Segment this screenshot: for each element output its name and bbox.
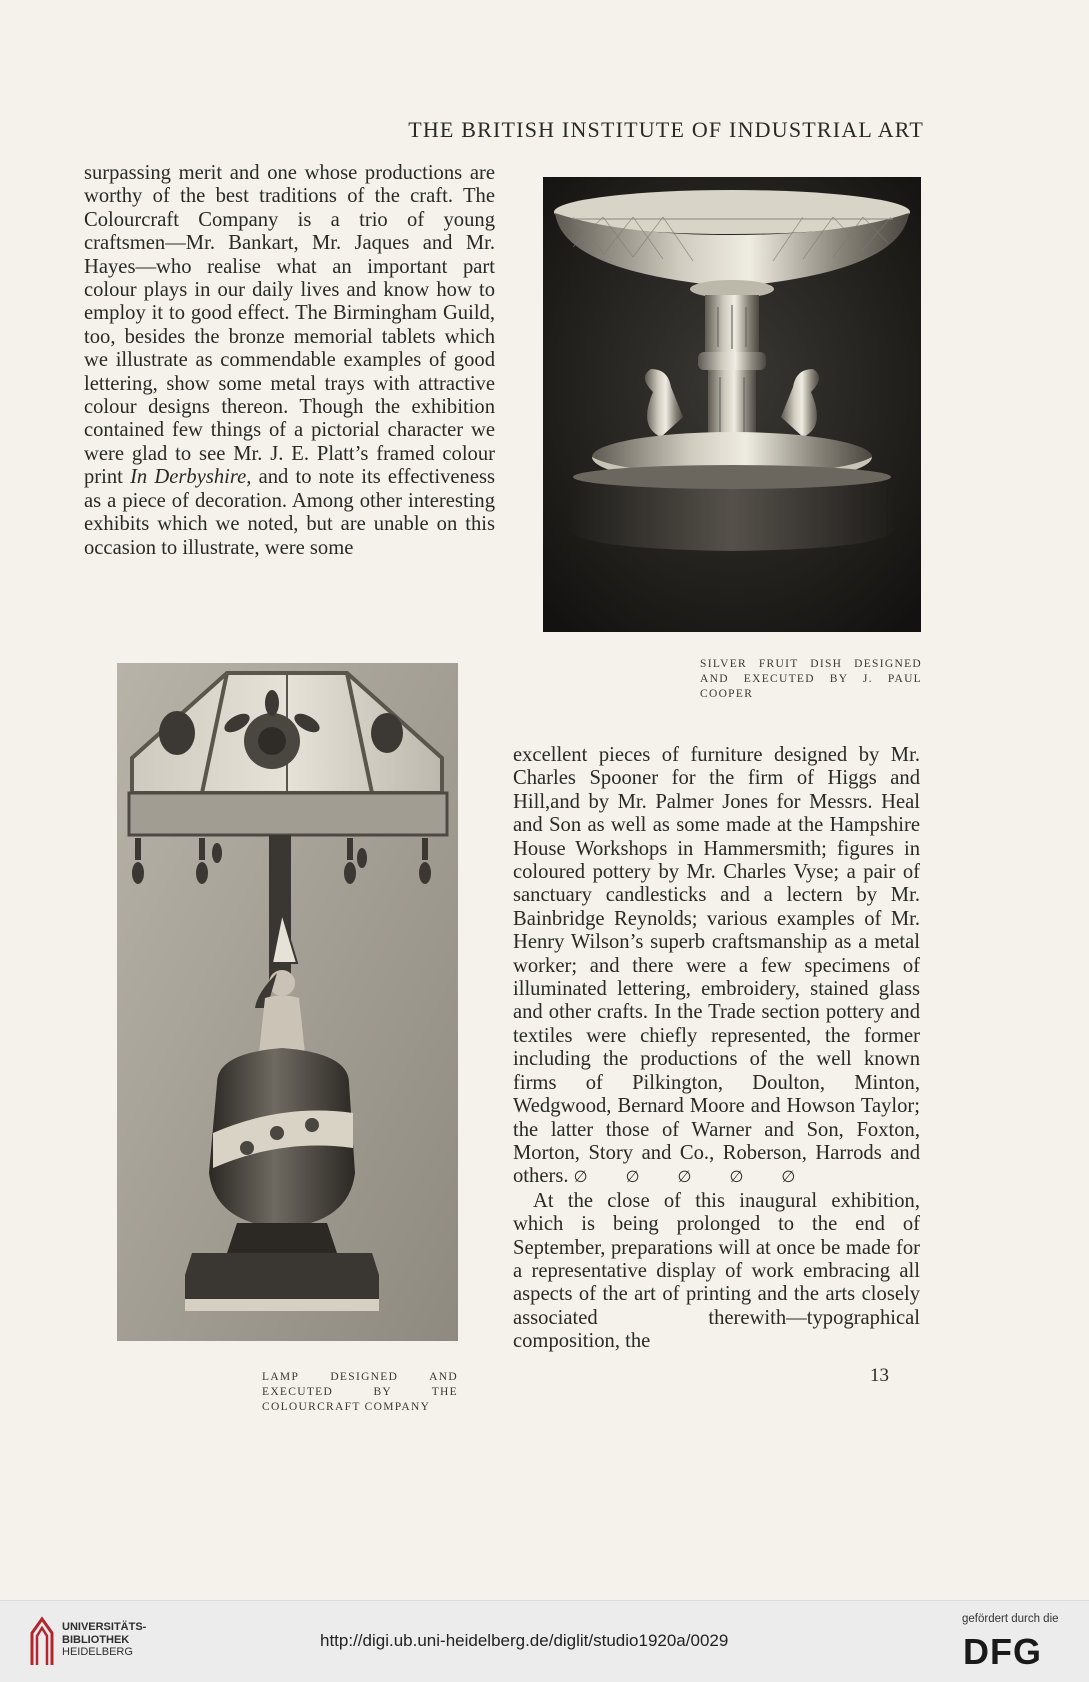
left-column-text bbox=[84, 162, 495, 560]
right-column-text bbox=[513, 744, 920, 1354]
silver-fruit-dish-photo bbox=[543, 177, 921, 632]
lamp-photo bbox=[117, 663, 458, 1341]
paragraph-ornaments: ∅ ∅ ∅ ∅ ∅ bbox=[573, 1169, 796, 1187]
right-paragraph-1-text: excellent pieces of furniture designed by Mr. Charles Spooner for the firm of Higgs and Hill,and by Mr. Palmer Jones for Messrs. Heal and Son as well as some made at the Hampshire House Workshops in Hammersmith; figures in coloured pottery by Mr. Charles Vyse; a pair of sanctuary candlesticks and a lectern by Mr. Bainbridge Reynolds; various examples of Mr. Henry Wilson’s superb craftsmanship as a metal worker; and there were a few specimens of illuminated lettering, embroidery, stained glass and other crafts. In the Trade section pottery and textiles were chiefly represented, the former including the productions of the well known firms of Pilkington, Doulton, Minton, Wedgwood, Bernard Moore and Howson Taylor; the latter those of Warner and Son, Foxton, Morton, Story and Co., Roberson, Harrods and others. bbox=[513, 744, 920, 1188]
lamp-caption: LAMP DESIGNED AND EXECUTED BY THE COLOURCRAFT COMPANY bbox=[262, 1371, 458, 1413]
dish-caption: SILVER FRUIT DISH DESIGNED AND EXECUTED BY J. PAUL COOPER bbox=[700, 658, 922, 700]
digitization-footer bbox=[0, 1600, 1089, 1682]
page-number: 13 bbox=[870, 1365, 889, 1386]
permalink-url[interactable]: http://digi.ub.uni-heidelberg.de/diglit/studio1920a/0029 bbox=[320, 1631, 729, 1650]
print-title: In Derbyshire, bbox=[130, 466, 252, 489]
left-paragraph-text-end: and to note its effectiveness as a piece of decoration. Among other interesting exhibits which we noted, but are unable on this occasion to illustrate, were some bbox=[84, 466, 496, 559]
institution-line-3: HEIDELBERG bbox=[62, 1646, 133, 1658]
dfg-logo: DFG bbox=[963, 1631, 1042, 1672]
right-paragraph-1 bbox=[513, 744, 920, 1190]
institution-line-1: UNIVERSITÄTS- bbox=[62, 1621, 147, 1633]
left-paragraph bbox=[84, 162, 495, 560]
right-paragraph-2: At the close of this inaugural exhibition, which is being prolonged to the end of September, preparations will at once be made for a representative display of work embracing all aspects of the art of printing and the arts closely associated therewith—typographical composition, the bbox=[513, 1189, 920, 1353]
funded-by-label: gefördert durch die bbox=[962, 1613, 1059, 1625]
running-title: THE BRITISH INSTITUTE OF INDUSTRIAL ART bbox=[408, 117, 924, 142]
lamp-illustration bbox=[117, 663, 458, 1341]
institution-line-2: BIBLIOTHEK bbox=[62, 1633, 130, 1646]
university-library-logo-icon bbox=[28, 1615, 56, 1667]
silver-fruit-dish-illustration bbox=[543, 177, 921, 632]
left-paragraph-text: surpassing merit and one whose productions are worthy of the best traditions of the craft. The Colourcraft Company is a trio of young craftsmen—Mr. Bankart, Mr. Jaques and Mr. Hayes—who realise what an important part colour plays in our daily lives and know how to employ it to good effect. The Birmingham Guild, too, besides the bronze memorial tablets which we illustrate as commendable examples of good lettering, show some metal trays with attractive colour designs thereon. Though the exhibition contained few things of a pictorial character we were glad to see Mr. J. E. Platt’s framed colour print bbox=[84, 162, 495, 489]
institution-name bbox=[62, 1621, 146, 1659]
